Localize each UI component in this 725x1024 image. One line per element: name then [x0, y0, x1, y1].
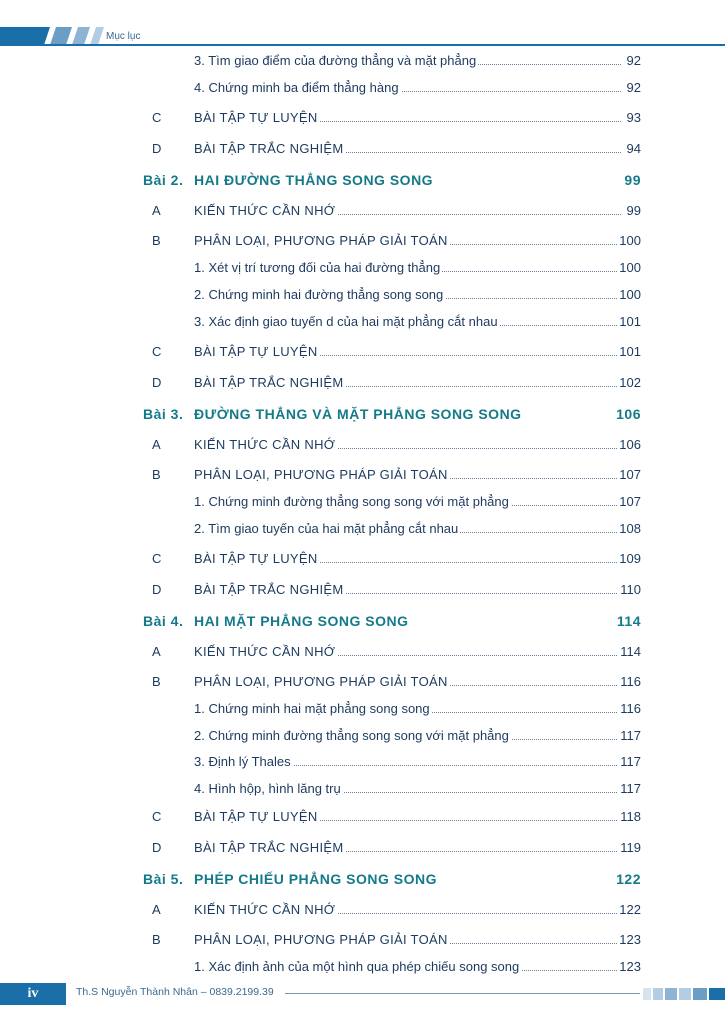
toc-label: C: [152, 551, 162, 566]
toc-item-row[interactable]: [0, 957, 725, 977]
toc-entry-text: 4. Hình hộp, hình lăng trụ: [194, 779, 343, 799]
toc-entry-text: BÀI TẬP TỰ LUYỆN: [194, 342, 320, 362]
toc-item-row[interactable]: [0, 51, 725, 71]
toc-item-row[interactable]: [0, 258, 725, 278]
toc-entry-text: KIẾN THỨC CẦN NHỚ: [194, 900, 337, 920]
toc-section-row[interactable]: [0, 807, 725, 827]
toc-page-number: 117: [618, 779, 641, 799]
toc-page-number: 93: [625, 108, 641, 128]
toc-item-row[interactable]: [0, 285, 725, 305]
toc-page-number: 108: [617, 519, 641, 539]
toc-page-number: 102: [617, 373, 641, 393]
toc-page-number: 100: [617, 231, 641, 251]
toc-lesson-row[interactable]: [0, 170, 725, 190]
toc-page-number: 118: [618, 807, 641, 827]
toc-page-number: 107: [617, 465, 641, 485]
toc-entry-text: BÀI TẬP TRẮC NGHIỆM: [194, 373, 345, 393]
toc-label: A: [152, 437, 161, 452]
toc-label: Bài 4.: [143, 613, 184, 629]
footer-rule: [285, 993, 640, 994]
toc-entry-text: 4. Chứng minh ba điểm thẳng hàng: [194, 78, 401, 98]
toc-page-number: 117: [618, 752, 641, 772]
toc-entry-text: KIẾN THỨC CẦN NHỚ: [194, 201, 337, 221]
toc-entry-text: PHÂN LOẠI, PHƯƠNG PHÁP GIẢI TOÁN: [194, 672, 450, 692]
toc-item-row[interactable]: [0, 492, 725, 512]
toc-lesson-row[interactable]: [0, 404, 725, 424]
toc-section-row[interactable]: [0, 900, 725, 920]
toc-label: D: [152, 582, 162, 597]
toc-entry-text: PHÉP CHIẾU PHẲNG SONG SONG: [194, 871, 438, 887]
toc-section-row[interactable]: [0, 672, 725, 692]
toc-page-number: 106: [616, 406, 641, 422]
toc-page-number: 100: [617, 285, 641, 305]
toc-entry-text: 2. Chứng minh đường thẳng song song với mặt phẳng: [194, 726, 511, 746]
toc-label: B: [152, 674, 161, 689]
toc-section-row[interactable]: [0, 201, 725, 221]
toc-entry-text: PHÂN LOẠI, PHƯƠNG PHÁP GIẢI TOÁN: [194, 231, 450, 251]
toc-entry-text: ĐƯỜNG THẲNG VÀ MẶT PHẲNG SONG SONG: [194, 406, 522, 422]
toc-label: Bài 3.: [143, 406, 184, 422]
toc-page-number: 101: [617, 312, 641, 332]
toc-section-row[interactable]: [0, 930, 725, 950]
toc-section-row[interactable]: [0, 465, 725, 485]
toc-item-row[interactable]: [0, 726, 725, 746]
header-title: Mục lục: [106, 31, 141, 42]
toc-label: C: [152, 110, 162, 125]
toc-item-row[interactable]: [0, 519, 725, 539]
toc-page-number: 114: [618, 642, 641, 662]
toc-page-number: 119: [618, 838, 641, 858]
toc-entry-text: 2. Chứng minh hai đường thẳng song song: [194, 285, 445, 305]
toc-entry-text: 3. Định lý Thales: [194, 752, 293, 772]
toc-label: B: [152, 233, 161, 248]
toc-page-number: 92: [625, 51, 641, 71]
page-number: iv: [0, 983, 66, 1005]
toc-label: C: [152, 344, 162, 359]
toc-entry-text: BÀI TẬP TỰ LUYỆN: [194, 108, 320, 128]
toc-lesson-row[interactable]: [0, 611, 725, 631]
toc-page-number: 99: [624, 172, 641, 188]
toc-page-number: 114: [616, 613, 641, 629]
toc-entry-text: PHÂN LOẠI, PHƯƠNG PHÁP GIẢI TOÁN: [194, 930, 450, 950]
toc-label: C: [152, 809, 162, 824]
toc-page-number: 100: [617, 258, 641, 278]
header-rule: [0, 44, 725, 46]
toc-label: A: [152, 203, 161, 218]
toc-section-row[interactable]: [0, 549, 725, 569]
toc-section-row[interactable]: [0, 435, 725, 455]
toc-page-number: 117: [618, 726, 641, 746]
toc-lesson-row[interactable]: [0, 869, 725, 889]
toc-entry-text: BÀI TẬP TỰ LUYỆN: [194, 807, 320, 827]
toc-entry-text: HAI MẶT PHẲNG SONG SONG: [194, 613, 409, 629]
toc-page-number: 109: [617, 549, 641, 569]
footer-decoration: [641, 986, 725, 1002]
toc-item-row[interactable]: [0, 78, 725, 98]
toc-entry-text: 3. Xác định giao tuyến d của hai mặt phẳng cắt nhau: [194, 312, 500, 332]
toc-page-number: 94: [625, 139, 641, 159]
toc-page-number: 101: [617, 342, 641, 362]
toc-entry-text: 1. Xét vị trí tương đối của hai đường thẳng: [194, 258, 442, 278]
toc-section-row[interactable]: [0, 580, 725, 600]
toc-page-number: 110: [618, 580, 641, 600]
toc-entry-text: 3. Tìm giao điểm của đường thẳng và mặt phẳng: [194, 51, 478, 71]
toc-page-number: 116: [618, 699, 641, 719]
toc-section-row[interactable]: [0, 231, 725, 251]
toc-item-row[interactable]: [0, 312, 725, 332]
toc-entry-text: 1. Chứng minh hai mặt phẳng song song: [194, 699, 432, 719]
toc-entry-text: BÀI TẬP TRẮC NGHIỆM: [194, 580, 345, 600]
toc-entry-text: HAI ĐƯỜNG THẲNG SONG SONG: [194, 172, 434, 188]
toc-entry-text: 2. Tìm giao tuyến của hai mặt phẳng cắt nhau: [194, 519, 460, 539]
toc-label: Bài 2.: [143, 172, 184, 188]
toc-label: Bài 5.: [143, 871, 184, 887]
author-credit: Th.S Nguyễn Thành Nhân – 0839.2199.39: [76, 986, 274, 998]
toc-section-row[interactable]: [0, 642, 725, 662]
toc-page-number: 123: [617, 930, 641, 950]
toc-entry-text: BÀI TẬP TRẮC NGHIỆM: [194, 838, 345, 858]
toc-item-row[interactable]: [0, 779, 725, 799]
toc-item-row[interactable]: [0, 752, 725, 772]
toc-section-row[interactable]: [0, 373, 725, 393]
toc-entry-text: BÀI TẬP TỰ LUYỆN: [194, 549, 320, 569]
toc-label: D: [152, 375, 162, 390]
toc-page-number: 107: [617, 492, 641, 512]
toc-page-number: 122: [616, 871, 641, 887]
toc-page-number: 92: [625, 78, 641, 98]
toc-page-number: 106: [617, 435, 641, 455]
toc-entry-text: KIẾN THỨC CẦN NHỚ: [194, 435, 337, 455]
toc-section-row[interactable]: [0, 139, 725, 159]
toc-entry-text: PHÂN LOẠI, PHƯƠNG PHÁP GIẢI TOÁN: [194, 465, 450, 485]
toc-label: D: [152, 141, 162, 156]
toc-label: A: [152, 902, 161, 917]
toc-section-row[interactable]: [0, 838, 725, 858]
toc-label: B: [152, 932, 161, 947]
toc-section-row[interactable]: [0, 108, 725, 128]
toc-item-row[interactable]: [0, 699, 725, 719]
toc-entry-text: BÀI TẬP TRẮC NGHIỆM: [194, 139, 345, 159]
toc-label: D: [152, 840, 162, 855]
toc-entry-text: 1. Xác định ảnh của một hình qua phép chiếu song song: [194, 957, 521, 977]
toc-entry-text: 1. Chứng minh đường thẳng song song với mặt phẳng: [194, 492, 511, 512]
toc-page-number: 122: [617, 900, 641, 920]
toc-page-number: 123: [617, 957, 641, 977]
toc-section-row[interactable]: [0, 342, 725, 362]
toc-page-number: 116: [618, 672, 641, 692]
toc-entry-text: KIẾN THỨC CẦN NHỚ: [194, 642, 337, 662]
toc-page-number: 99: [625, 201, 641, 221]
toc-label: A: [152, 644, 161, 659]
toc-label: B: [152, 467, 161, 482]
